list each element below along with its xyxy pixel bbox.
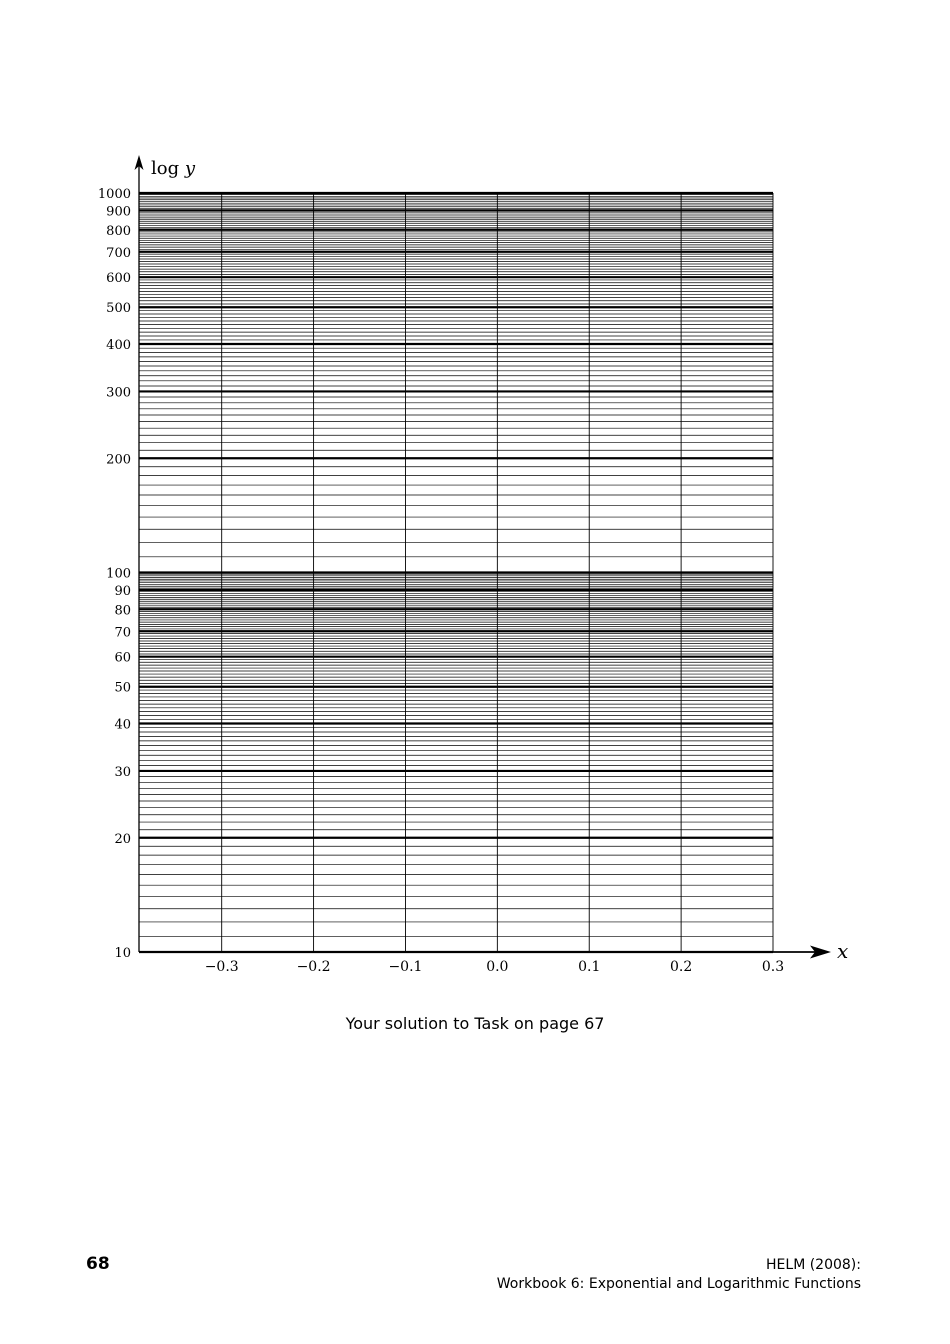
x-tick-label: 0.3: [761, 959, 785, 975]
page-number: 68: [86, 1254, 110, 1274]
footer-line-1: HELM (2008):: [766, 1257, 861, 1273]
x-axis-label: x: [837, 939, 849, 963]
y-tick-label: 10: [114, 946, 131, 961]
y-tick-label: 20: [114, 831, 131, 847]
y-tick-label: 1000: [97, 187, 131, 202]
y-tick-label: 60: [114, 650, 131, 666]
y-tick-label: 40: [114, 717, 131, 733]
figure-caption: Your solution to Task on page 67: [345, 1014, 605, 1033]
x-tick-label: −0.2: [296, 959, 331, 975]
major-gridlines: [139, 193, 773, 952]
y-tick-label: 100: [106, 566, 131, 582]
x-tick-labels: [205, 959, 784, 975]
y-tick-label: 800: [106, 223, 131, 239]
x-tick-label: −0.3: [204, 959, 239, 975]
y-tick-label: 900: [106, 204, 131, 220]
y-axis-label: log y: [151, 158, 196, 179]
footer-line-2: Workbook 6: Exponential and Logarithmic Functions: [496, 1276, 861, 1292]
y-tick-label: 30: [114, 764, 131, 780]
footer-reference: [497, 1256, 861, 1294]
y-tick-label: 700: [106, 245, 131, 261]
y-tick-label: 90: [114, 583, 131, 599]
y-tick-label: 500: [106, 301, 131, 317]
y-tick-label: 50: [114, 680, 131, 696]
x-tick-label: 0.0: [486, 959, 509, 975]
y-tick-label: 80: [114, 603, 131, 619]
y-tick-label: 400: [106, 338, 131, 354]
y-tick-label: 200: [106, 452, 131, 468]
y-tick-label: 600: [106, 271, 131, 287]
y-tick-label: 70: [114, 625, 131, 641]
x-tick-label: 0.2: [669, 959, 693, 975]
x-tick-label: 0.1: [578, 959, 601, 975]
minor-gridlines: [139, 195, 773, 937]
y-tick-label: 300: [106, 385, 131, 401]
x-tick-label: −0.1: [388, 959, 423, 975]
y-tick-labels: [98, 187, 131, 961]
